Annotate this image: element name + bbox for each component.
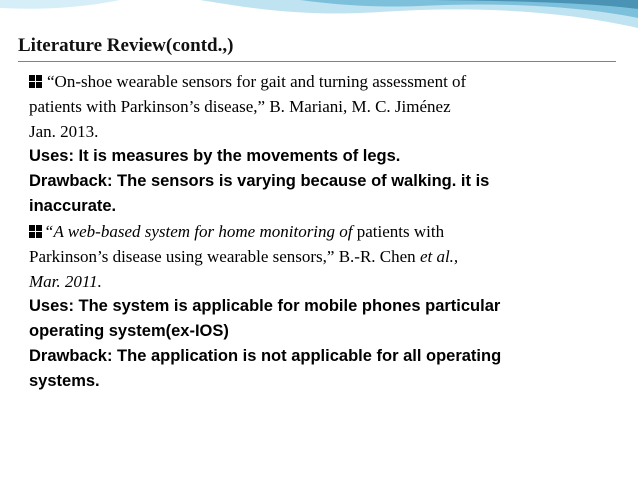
diamond-bullet-icon <box>29 225 42 238</box>
drawback-1-line-2: inaccurate. <box>29 197 117 215</box>
uses-2-line-1: Uses: The system is applicable for mobile phones particular <box>29 297 501 315</box>
reference-2-line-3: Mar. 2011. <box>29 272 102 291</box>
reference-1-line-3: Jan. 2013. <box>29 122 99 141</box>
slide-title: Literature Review(contd.,) <box>18 35 234 56</box>
uses-2-line-2: operating system(ex-IOS) <box>29 322 229 340</box>
reference-2-title: “A web-based system for home monitoring of <box>44 222 353 241</box>
reference-1-text: “On-shoe wearable sensors for gait and turning assessment of <box>47 72 467 91</box>
reference-2-text: patients with <box>352 222 445 241</box>
drawback-1-line-1: Drawback: The sensors is varying because of walking. it is <box>29 172 490 190</box>
reference-2-line-2 <box>29 244 609 269</box>
drawback-2-line-2: systems. <box>29 372 100 390</box>
title-divider <box>18 61 616 62</box>
reference-1-line-2: patients with Parkinson’s disease,” B. Mariani, M. C. Jiménez <box>29 97 451 116</box>
reference-2-line-1 <box>29 219 609 244</box>
uses-1: Uses: It is measures by the movements of legs. <box>29 147 401 165</box>
diamond-bullet-icon <box>29 75 42 88</box>
drawback-2-line-1: Drawback: The application is not applicable for all operating <box>29 347 502 365</box>
slide-content <box>29 69 609 394</box>
reference-2-authors: Parkinson’s disease using wearable sensors,” B.-R. Chen <box>29 247 420 266</box>
reference-2-etal: et al., <box>419 247 459 266</box>
reference-1-line-1 <box>29 69 609 94</box>
